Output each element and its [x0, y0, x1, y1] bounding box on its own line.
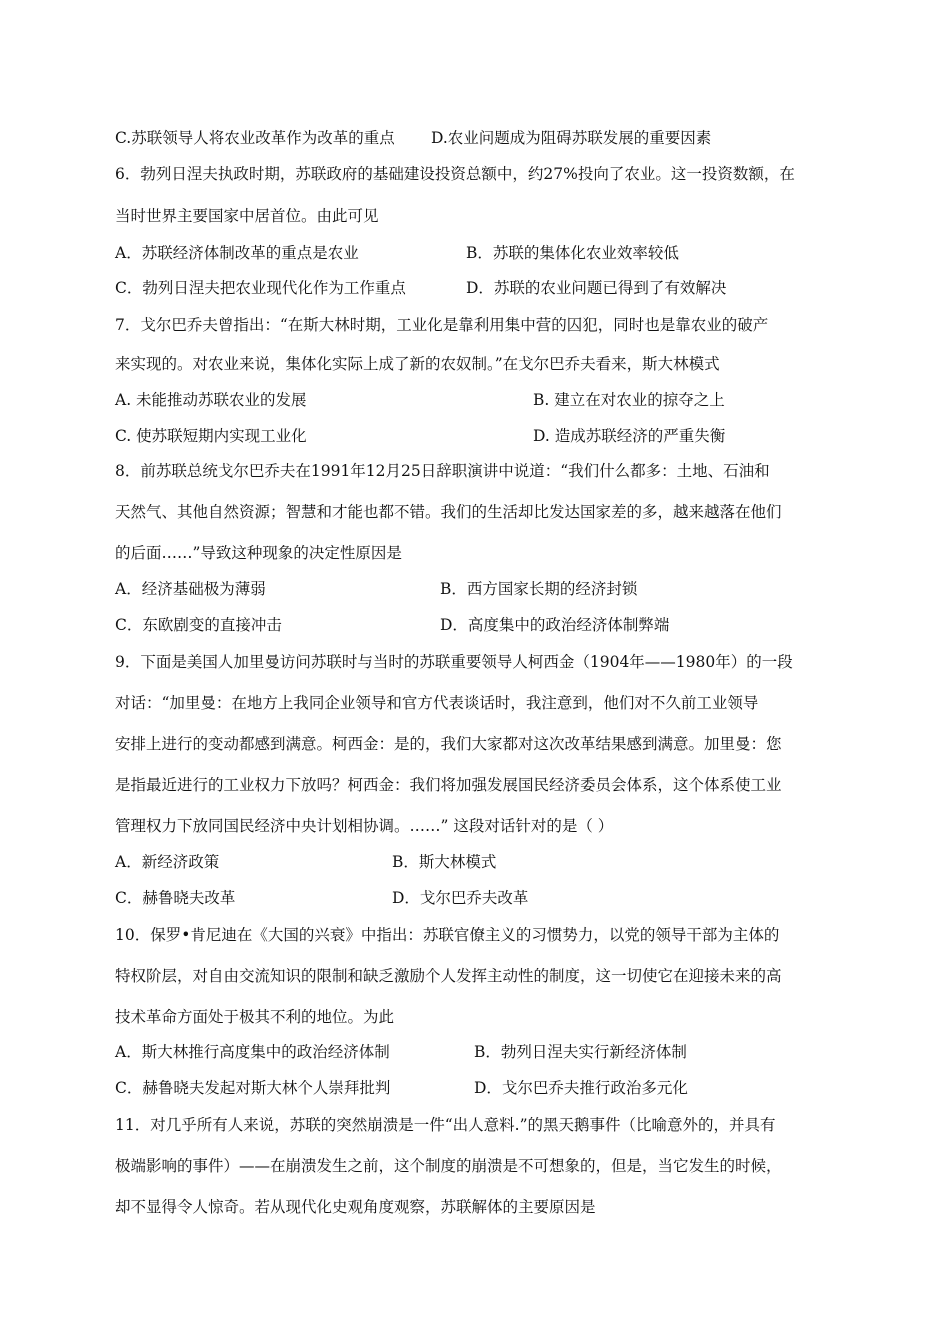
q9-stem-line-3: 安排上进行的变动都感到满意。柯西金：是的，我们大家都对这次改革结果感到满意。加里曼：您	[115, 735, 782, 753]
q9-option-a: A．新经济政策	[115, 853, 220, 871]
q8-stem-line-1: 8．前苏联总统戈尔巴乔夫在1991年12月25日辞职演讲中说道：“我们什么都多：土地、石油和	[115, 462, 770, 480]
q11-stem-line-1: 11．对几乎所有人来说，苏联的突然崩溃是一件“出人意料.”的黑天鹅事件（比喻意外的，并具有	[115, 1116, 776, 1134]
q6-stem-line-2: 当时世界主要国家中居首位。由此可见	[115, 207, 379, 225]
q8-option-b: B．西方国家长期的经济封锁	[440, 580, 638, 598]
q10-option-b: B．勃列日涅夫实行新经济体制	[474, 1043, 687, 1061]
q10-stem-line-3: 技术革命方面处于极其不利的地位。为此	[115, 1008, 395, 1026]
q5-option-c: C.苏联领导人将农业改革作为改革的重点	[115, 129, 395, 147]
q7-stem-line-2: 来实现的。对农业来说，集体化实际上成了新的农奴制。”在戈尔巴乔夫看来，斯大林模式	[115, 355, 720, 373]
q7-option-b: B. 建立在对农业的掠夺之上	[533, 391, 725, 409]
q9-option-c: C．赫鲁晓夫改革	[115, 889, 236, 907]
q9-stem-line-4: 是指最近进行的工业权力下放吗？柯西金：我们将加强发展国民经济委员会体系，这个体系使工业	[115, 776, 782, 794]
q8-option-a: A．经济基础极为薄弱	[115, 580, 266, 598]
q10-option-c: C．赫鲁晓夫发起对斯大林个人崇拜批判	[115, 1079, 391, 1097]
q8-stem-line-3: 的后面……”导致这种现象的决定性原因是	[115, 544, 402, 562]
q10-stem-line-2: 特权阶层，对自由交流知识的限制和缺乏激励个人发挥主动性的制度，这一切使它在迎接未来的高	[115, 967, 782, 985]
q10-option-d: D．戈尔巴乔夫推行政治多元化	[474, 1079, 688, 1097]
q6-option-b: B．苏联的集体化农业效率较低	[466, 244, 679, 262]
q8-stem-line-2: 天然气、其他自然资源；智慧和才能也都不错。我们的生活却比发达国家差的多，越来越落在他们	[115, 503, 782, 521]
q10-stem-line-1: 10．保罗•肯尼迪在《大国的兴衰》中指出：苏联官僚主义的习惯势力，以党的领导干部为主体的	[115, 926, 780, 944]
q9-stem-line-1: 9．下面是美国人加里曼访问苏联时与当时的苏联重要领导人柯西金（1904年——1980年）的一段	[115, 653, 793, 671]
q9-stem-line-5: 管理权力下放同国民经济中央计划相协调。……” 这段对话针对的是（ ）	[115, 817, 614, 835]
q7-option-a: A. 未能推动苏联农业的发展	[115, 391, 307, 409]
q6-option-c: C．勃列日涅夫把农业现代化作为工作重点	[115, 279, 406, 297]
q7-option-c: C. 使苏联短期内实现工业化	[115, 427, 307, 445]
q9-stem-line-2: 对话：“加里曼：在地方上我同企业领导和官方代表谈话时，我注意到，他们对不久前工业领导	[115, 694, 759, 712]
q9-option-b: B．斯大林模式	[392, 853, 497, 871]
q5-option-d: D.农业问题成为阻碍苏联发展的重要因素	[431, 129, 712, 147]
q11-stem-line-2: 极端影响的事件）——在崩溃发生之前，这个制度的崩溃是不可想象的，但是，当它发生的时候，	[115, 1157, 782, 1175]
q10-option-a: A．斯大林推行高度集中的政治经济体制	[115, 1043, 390, 1061]
q6-option-d: D．苏联的农业问题已得到了有效解决	[466, 279, 727, 297]
q7-stem-line-1: 7．戈尔巴乔夫曾指出：“在斯大林时期，工业化是靠利用集中营的囚犯，同时也是靠农业的破产	[115, 316, 769, 334]
q9-option-d: D．戈尔巴乔夫改革	[392, 889, 529, 907]
q8-option-d: D．高度集中的政治经济体制弊端	[440, 616, 670, 634]
q8-option-c: C．东欧剧变的直接冲击	[115, 616, 282, 634]
q6-option-a: A．苏联经济体制改革的重点是农业	[115, 244, 359, 262]
q11-stem-line-3: 却不显得令人惊奇。若从现代化史观角度观察，苏联解体的主要原因是	[115, 1198, 596, 1216]
q6-stem-line-1: 6．勃列日涅夫执政时期，苏联政府的基础建设投资总额中，约27%投向了农业。这一投资数额，在	[115, 165, 795, 183]
q7-option-d: D. 造成苏联经济的严重失衡	[533, 427, 726, 445]
